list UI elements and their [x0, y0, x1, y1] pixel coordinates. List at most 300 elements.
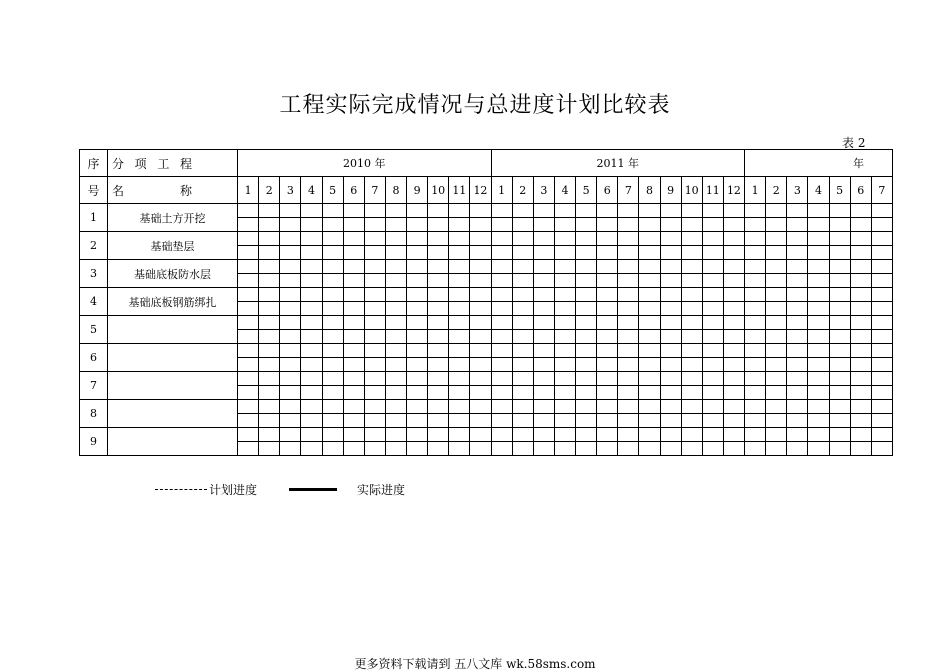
schedule-cell[interactable] [850, 232, 871, 246]
schedule-cell[interactable] [871, 302, 892, 316]
schedule-cell[interactable] [745, 442, 766, 456]
schedule-cell[interactable] [639, 288, 660, 302]
schedule-cell[interactable] [639, 232, 660, 246]
schedule-cell[interactable] [343, 358, 364, 372]
schedule-cell[interactable] [766, 246, 787, 260]
schedule-cell[interactable] [385, 302, 406, 316]
schedule-cell[interactable] [259, 246, 280, 260]
schedule-cell[interactable] [554, 414, 575, 428]
schedule-cell[interactable] [259, 442, 280, 456]
schedule-cell[interactable] [301, 288, 322, 302]
schedule-cell[interactable] [238, 400, 259, 414]
schedule-cell[interactable] [259, 344, 280, 358]
schedule-cell[interactable] [871, 442, 892, 456]
schedule-cell[interactable] [491, 204, 512, 218]
schedule-cell[interactable] [554, 260, 575, 274]
schedule-cell[interactable] [491, 386, 512, 400]
schedule-cell[interactable] [576, 358, 597, 372]
schedule-cell[interactable] [364, 302, 385, 316]
schedule-cell[interactable] [766, 302, 787, 316]
schedule-cell[interactable] [470, 428, 491, 442]
schedule-cell[interactable] [702, 428, 723, 442]
schedule-cell[interactable] [343, 302, 364, 316]
schedule-cell[interactable] [660, 260, 681, 274]
schedule-cell[interactable] [745, 288, 766, 302]
schedule-cell[interactable] [280, 232, 301, 246]
schedule-cell[interactable] [280, 442, 301, 456]
schedule-cell[interactable] [639, 218, 660, 232]
schedule-cell[interactable] [407, 372, 428, 386]
schedule-cell[interactable] [576, 218, 597, 232]
schedule-cell[interactable] [238, 218, 259, 232]
schedule-cell[interactable] [639, 274, 660, 288]
schedule-cell[interactable] [449, 344, 470, 358]
schedule-cell[interactable] [533, 288, 554, 302]
schedule-cell[interactable] [808, 316, 829, 330]
schedule-cell[interactable] [428, 344, 449, 358]
schedule-cell[interactable] [322, 204, 343, 218]
schedule-cell[interactable] [322, 372, 343, 386]
schedule-cell[interactable] [681, 316, 702, 330]
schedule-cell[interactable] [702, 260, 723, 274]
schedule-cell[interactable] [428, 302, 449, 316]
schedule-cell[interactable] [829, 442, 850, 456]
schedule-cell[interactable] [259, 232, 280, 246]
schedule-cell[interactable] [723, 428, 744, 442]
schedule-cell[interactable] [766, 260, 787, 274]
schedule-cell[interactable] [639, 246, 660, 260]
schedule-cell[interactable] [681, 386, 702, 400]
schedule-cell[interactable] [850, 260, 871, 274]
schedule-cell[interactable] [745, 414, 766, 428]
schedule-cell[interactable] [660, 414, 681, 428]
schedule-cell[interactable] [618, 358, 639, 372]
schedule-cell[interactable] [280, 316, 301, 330]
schedule-cell[interactable] [322, 302, 343, 316]
schedule-cell[interactable] [407, 274, 428, 288]
schedule-cell[interactable] [850, 246, 871, 260]
schedule-cell[interactable] [428, 246, 449, 260]
schedule-cell[interactable] [449, 330, 470, 344]
schedule-cell[interactable] [238, 232, 259, 246]
schedule-cell[interactable] [639, 260, 660, 274]
schedule-cell[interactable] [533, 260, 554, 274]
schedule-cell[interactable] [385, 204, 406, 218]
schedule-cell[interactable] [745, 400, 766, 414]
schedule-cell[interactable] [850, 358, 871, 372]
schedule-cell[interactable] [702, 218, 723, 232]
schedule-cell[interactable] [343, 274, 364, 288]
schedule-cell[interactable] [766, 274, 787, 288]
schedule-cell[interactable] [301, 274, 322, 288]
schedule-cell[interactable] [702, 358, 723, 372]
schedule-cell[interactable] [597, 372, 618, 386]
schedule-cell[interactable] [322, 218, 343, 232]
schedule-cell[interactable] [702, 400, 723, 414]
schedule-cell[interactable] [829, 330, 850, 344]
schedule-cell[interactable] [871, 372, 892, 386]
schedule-cell[interactable] [470, 386, 491, 400]
schedule-cell[interactable] [660, 274, 681, 288]
schedule-cell[interactable] [871, 232, 892, 246]
schedule-cell[interactable] [618, 442, 639, 456]
schedule-cell[interactable] [850, 372, 871, 386]
schedule-cell[interactable] [385, 330, 406, 344]
schedule-cell[interactable] [238, 288, 259, 302]
schedule-cell[interactable] [597, 246, 618, 260]
schedule-cell[interactable] [766, 358, 787, 372]
schedule-cell[interactable] [576, 316, 597, 330]
schedule-cell[interactable] [238, 428, 259, 442]
schedule-cell[interactable] [407, 288, 428, 302]
schedule-cell[interactable] [597, 400, 618, 414]
schedule-cell[interactable] [766, 428, 787, 442]
schedule-cell[interactable] [787, 218, 808, 232]
schedule-cell[interactable] [597, 232, 618, 246]
schedule-cell[interactable] [618, 386, 639, 400]
schedule-cell[interactable] [322, 330, 343, 344]
schedule-cell[interactable] [723, 274, 744, 288]
schedule-cell[interactable] [449, 302, 470, 316]
schedule-cell[interactable] [301, 316, 322, 330]
schedule-cell[interactable] [745, 428, 766, 442]
schedule-cell[interactable] [808, 204, 829, 218]
schedule-cell[interactable] [597, 302, 618, 316]
schedule-cell[interactable] [259, 302, 280, 316]
schedule-cell[interactable] [385, 316, 406, 330]
schedule-cell[interactable] [470, 358, 491, 372]
schedule-cell[interactable] [428, 218, 449, 232]
schedule-cell[interactable] [259, 400, 280, 414]
schedule-cell[interactable] [808, 400, 829, 414]
schedule-cell[interactable] [871, 344, 892, 358]
schedule-cell[interactable] [259, 204, 280, 218]
schedule-cell[interactable] [681, 232, 702, 246]
schedule-cell[interactable] [681, 442, 702, 456]
schedule-cell[interactable] [871, 316, 892, 330]
schedule-cell[interactable] [238, 204, 259, 218]
schedule-cell[interactable] [428, 414, 449, 428]
schedule-cell[interactable] [385, 344, 406, 358]
schedule-cell[interactable] [470, 204, 491, 218]
schedule-cell[interactable] [660, 344, 681, 358]
schedule-cell[interactable] [491, 218, 512, 232]
schedule-cell[interactable] [470, 372, 491, 386]
schedule-cell[interactable] [639, 414, 660, 428]
schedule-cell[interactable] [385, 232, 406, 246]
schedule-cell[interactable] [512, 246, 533, 260]
schedule-cell[interactable] [238, 358, 259, 372]
schedule-cell[interactable] [301, 386, 322, 400]
schedule-cell[interactable] [322, 414, 343, 428]
schedule-cell[interactable] [533, 302, 554, 316]
schedule-cell[interactable] [385, 400, 406, 414]
schedule-cell[interactable] [702, 316, 723, 330]
schedule-cell[interactable] [533, 414, 554, 428]
schedule-cell[interactable] [449, 372, 470, 386]
schedule-cell[interactable] [808, 246, 829, 260]
schedule-cell[interactable] [618, 246, 639, 260]
schedule-cell[interactable] [723, 400, 744, 414]
schedule-cell[interactable] [766, 386, 787, 400]
schedule-cell[interactable] [428, 428, 449, 442]
schedule-cell[interactable] [364, 260, 385, 274]
schedule-cell[interactable] [745, 274, 766, 288]
schedule-cell[interactable] [322, 260, 343, 274]
schedule-cell[interactable] [681, 260, 702, 274]
schedule-cell[interactable] [681, 400, 702, 414]
schedule-cell[interactable] [343, 288, 364, 302]
schedule-cell[interactable] [681, 274, 702, 288]
schedule-cell[interactable] [723, 344, 744, 358]
schedule-cell[interactable] [723, 288, 744, 302]
schedule-cell[interactable] [850, 428, 871, 442]
schedule-cell[interactable] [280, 400, 301, 414]
schedule-cell[interactable] [808, 442, 829, 456]
schedule-cell[interactable] [576, 400, 597, 414]
schedule-cell[interactable] [238, 274, 259, 288]
schedule-cell[interactable] [449, 232, 470, 246]
schedule-cell[interactable] [533, 428, 554, 442]
schedule-cell[interactable] [533, 344, 554, 358]
schedule-cell[interactable] [597, 274, 618, 288]
schedule-cell[interactable] [280, 260, 301, 274]
schedule-cell[interactable] [280, 414, 301, 428]
schedule-cell[interactable] [723, 414, 744, 428]
schedule-cell[interactable] [766, 218, 787, 232]
schedule-cell[interactable] [597, 218, 618, 232]
schedule-cell[interactable] [512, 400, 533, 414]
schedule-cell[interactable] [343, 232, 364, 246]
schedule-cell[interactable] [829, 358, 850, 372]
schedule-cell[interactable] [702, 344, 723, 358]
schedule-cell[interactable] [343, 330, 364, 344]
schedule-cell[interactable] [766, 400, 787, 414]
schedule-cell[interactable] [512, 288, 533, 302]
schedule-cell[interactable] [808, 414, 829, 428]
schedule-cell[interactable] [850, 414, 871, 428]
schedule-cell[interactable] [259, 414, 280, 428]
schedule-cell[interactable] [787, 260, 808, 274]
schedule-cell[interactable] [238, 330, 259, 344]
schedule-cell[interactable] [808, 358, 829, 372]
schedule-cell[interactable] [512, 442, 533, 456]
schedule-cell[interactable] [554, 386, 575, 400]
schedule-cell[interactable] [407, 302, 428, 316]
schedule-cell[interactable] [850, 330, 871, 344]
schedule-cell[interactable] [322, 246, 343, 260]
schedule-cell[interactable] [449, 358, 470, 372]
schedule-cell[interactable] [850, 400, 871, 414]
schedule-cell[interactable] [470, 218, 491, 232]
schedule-cell[interactable] [491, 288, 512, 302]
schedule-cell[interactable] [745, 344, 766, 358]
schedule-cell[interactable] [618, 232, 639, 246]
schedule-cell[interactable] [576, 274, 597, 288]
schedule-cell[interactable] [766, 442, 787, 456]
schedule-cell[interactable] [787, 316, 808, 330]
schedule-cell[interactable] [702, 372, 723, 386]
schedule-cell[interactable] [660, 428, 681, 442]
schedule-cell[interactable] [343, 316, 364, 330]
schedule-cell[interactable] [428, 372, 449, 386]
schedule-cell[interactable] [618, 330, 639, 344]
schedule-cell[interactable] [660, 386, 681, 400]
schedule-cell[interactable] [787, 246, 808, 260]
schedule-cell[interactable] [597, 260, 618, 274]
schedule-cell[interactable] [723, 204, 744, 218]
schedule-cell[interactable] [618, 218, 639, 232]
schedule-cell[interactable] [259, 218, 280, 232]
schedule-cell[interactable] [787, 358, 808, 372]
schedule-cell[interactable] [787, 428, 808, 442]
schedule-cell[interactable] [238, 414, 259, 428]
schedule-cell[interactable] [512, 414, 533, 428]
schedule-cell[interactable] [745, 260, 766, 274]
schedule-cell[interactable] [554, 302, 575, 316]
schedule-cell[interactable] [364, 414, 385, 428]
schedule-cell[interactable] [322, 344, 343, 358]
schedule-cell[interactable] [871, 386, 892, 400]
schedule-cell[interactable] [576, 414, 597, 428]
schedule-cell[interactable] [829, 232, 850, 246]
schedule-cell[interactable] [871, 260, 892, 274]
schedule-cell[interactable] [871, 330, 892, 344]
schedule-cell[interactable] [470, 274, 491, 288]
schedule-cell[interactable] [491, 316, 512, 330]
schedule-cell[interactable] [660, 246, 681, 260]
schedule-cell[interactable] [702, 442, 723, 456]
schedule-cell[interactable] [618, 274, 639, 288]
schedule-cell[interactable] [343, 442, 364, 456]
schedule-cell[interactable] [280, 344, 301, 358]
schedule-cell[interactable] [407, 330, 428, 344]
schedule-cell[interactable] [449, 428, 470, 442]
schedule-cell[interactable] [829, 302, 850, 316]
schedule-cell[interactable] [660, 288, 681, 302]
schedule-cell[interactable] [343, 260, 364, 274]
schedule-cell[interactable] [407, 218, 428, 232]
schedule-cell[interactable] [745, 302, 766, 316]
schedule-cell[interactable] [808, 218, 829, 232]
schedule-cell[interactable] [428, 316, 449, 330]
schedule-cell[interactable] [491, 232, 512, 246]
schedule-cell[interactable] [533, 442, 554, 456]
schedule-cell[interactable] [491, 442, 512, 456]
schedule-cell[interactable] [660, 316, 681, 330]
schedule-cell[interactable] [745, 358, 766, 372]
schedule-cell[interactable] [723, 302, 744, 316]
schedule-cell[interactable] [808, 372, 829, 386]
schedule-cell[interactable] [385, 274, 406, 288]
schedule-cell[interactable] [385, 428, 406, 442]
schedule-cell[interactable] [702, 302, 723, 316]
schedule-cell[interactable] [280, 386, 301, 400]
schedule-cell[interactable] [470, 246, 491, 260]
schedule-cell[interactable] [681, 302, 702, 316]
schedule-cell[interactable] [618, 260, 639, 274]
schedule-cell[interactable] [491, 246, 512, 260]
schedule-cell[interactable] [470, 302, 491, 316]
schedule-cell[interactable] [385, 442, 406, 456]
schedule-cell[interactable] [259, 288, 280, 302]
schedule-cell[interactable] [787, 232, 808, 246]
schedule-cell[interactable] [407, 386, 428, 400]
schedule-cell[interactable] [745, 204, 766, 218]
schedule-cell[interactable] [449, 218, 470, 232]
schedule-cell[interactable] [597, 344, 618, 358]
schedule-cell[interactable] [533, 204, 554, 218]
schedule-cell[interactable] [618, 302, 639, 316]
schedule-cell[interactable] [618, 316, 639, 330]
schedule-cell[interactable] [280, 302, 301, 316]
schedule-cell[interactable] [829, 428, 850, 442]
schedule-cell[interactable] [554, 330, 575, 344]
schedule-cell[interactable] [364, 400, 385, 414]
schedule-cell[interactable] [280, 218, 301, 232]
schedule-cell[interactable] [385, 372, 406, 386]
schedule-cell[interactable] [364, 372, 385, 386]
schedule-cell[interactable] [576, 344, 597, 358]
schedule-cell[interactable] [343, 386, 364, 400]
schedule-cell[interactable] [301, 246, 322, 260]
schedule-cell[interactable] [723, 442, 744, 456]
schedule-cell[interactable] [766, 330, 787, 344]
schedule-cell[interactable] [702, 288, 723, 302]
schedule-cell[interactable] [850, 302, 871, 316]
schedule-cell[interactable] [238, 344, 259, 358]
schedule-cell[interactable] [343, 400, 364, 414]
schedule-cell[interactable] [280, 204, 301, 218]
schedule-cell[interactable] [428, 400, 449, 414]
schedule-cell[interactable] [428, 358, 449, 372]
schedule-cell[interactable] [407, 344, 428, 358]
schedule-cell[interactable] [449, 274, 470, 288]
schedule-cell[interactable] [385, 386, 406, 400]
schedule-cell[interactable] [787, 302, 808, 316]
schedule-cell[interactable] [660, 232, 681, 246]
schedule-cell[interactable] [787, 442, 808, 456]
schedule-cell[interactable] [301, 442, 322, 456]
schedule-cell[interactable] [470, 288, 491, 302]
schedule-cell[interactable] [428, 442, 449, 456]
schedule-cell[interactable] [322, 288, 343, 302]
schedule-cell[interactable] [364, 204, 385, 218]
schedule-cell[interactable] [660, 372, 681, 386]
schedule-cell[interactable] [449, 400, 470, 414]
schedule-cell[interactable] [280, 372, 301, 386]
schedule-cell[interactable] [364, 442, 385, 456]
schedule-cell[interactable] [660, 302, 681, 316]
schedule-cell[interactable] [766, 372, 787, 386]
schedule-cell[interactable] [238, 442, 259, 456]
schedule-cell[interactable] [364, 218, 385, 232]
schedule-cell[interactable] [343, 428, 364, 442]
schedule-cell[interactable] [829, 204, 850, 218]
schedule-cell[interactable] [745, 386, 766, 400]
schedule-cell[interactable] [808, 302, 829, 316]
schedule-cell[interactable] [407, 442, 428, 456]
schedule-cell[interactable] [364, 330, 385, 344]
schedule-cell[interactable] [301, 358, 322, 372]
schedule-cell[interactable] [554, 358, 575, 372]
schedule-cell[interactable] [871, 274, 892, 288]
schedule-cell[interactable] [301, 204, 322, 218]
schedule-cell[interactable] [576, 288, 597, 302]
schedule-cell[interactable] [512, 372, 533, 386]
schedule-cell[interactable] [533, 372, 554, 386]
schedule-cell[interactable] [787, 330, 808, 344]
